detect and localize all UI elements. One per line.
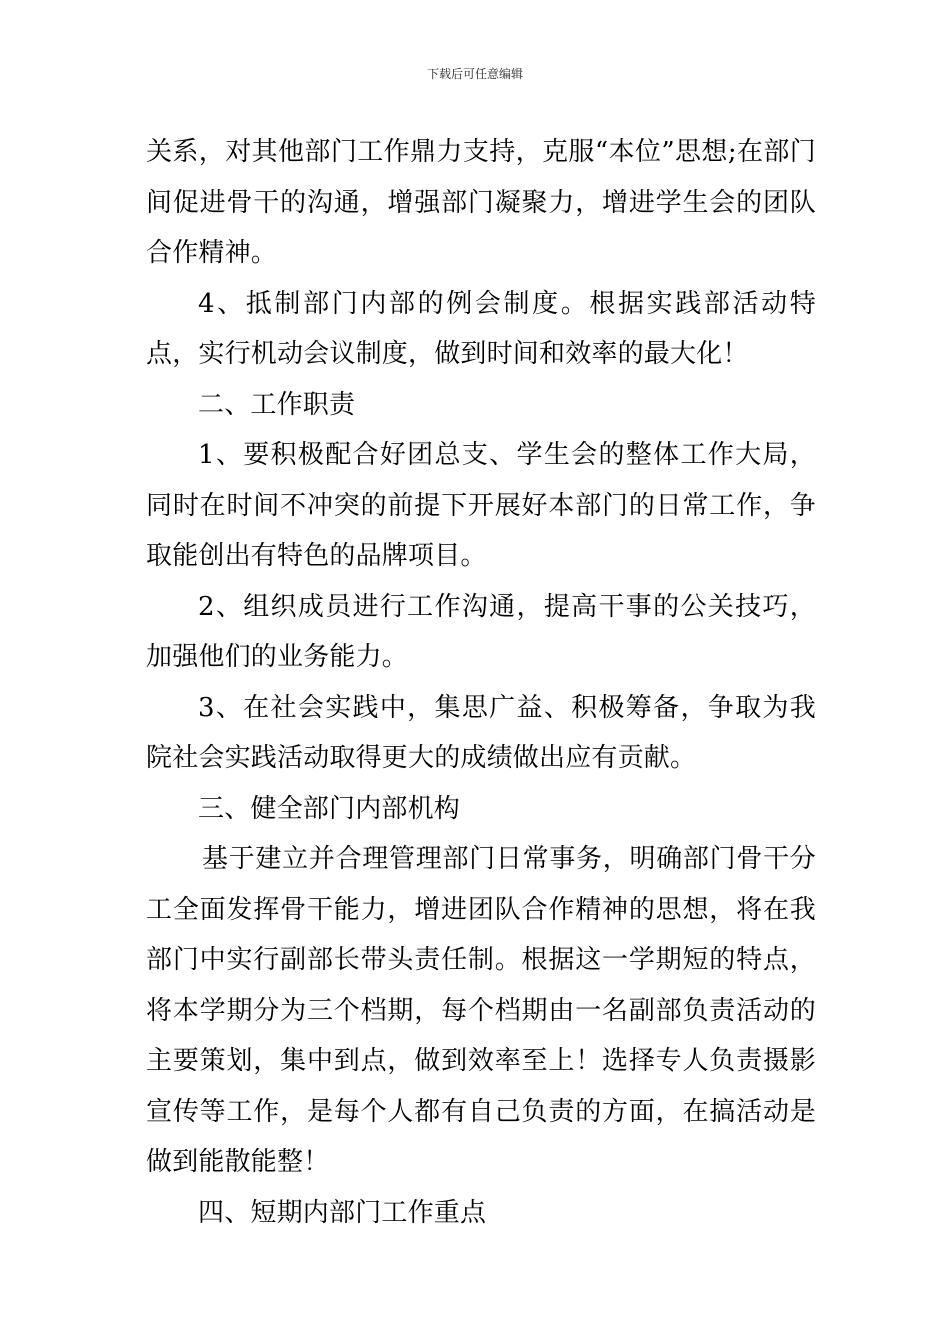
paragraph-duty-3: 3、在社会实践中，集思广益、积极筹备，争取为我院社会实践活动取得更大的成绩做出应有贡献。 <box>146 692 816 773</box>
paragraph-duty-1: 1、要积极配合好团总支、学生会的整体工作大局，同时在时间不冲突的前提下开展好本部门的日常工作，争取能创出有特色的品牌项目。 <box>146 440 816 571</box>
page-header: 下载后可任意编辑 <box>426 67 523 81</box>
document-body <box>146 127 816 1238</box>
paragraph-duty-2: 2、组织成员进行工作沟通，提高干事的公关技巧，加强他们的业务能力。 <box>146 591 816 672</box>
section-heading-internal-structure: 三、健全部门内部机构 <box>198 793 461 824</box>
section-heading-short-term-focus: 四、短期内部门工作重点 <box>198 1197 487 1228</box>
paragraph-item-4: 4、抵制部门内部的例会制度。根据实践部活动特点，实行机动会议制度，做到时间和效率的最大化！ <box>146 288 816 369</box>
section-heading-work-duties: 二、工作职责 <box>198 389 356 420</box>
paragraph-internal-structure: 基于建立并合理管理部门日常事务，明确部门骨干分工全面发挥骨干能力，增进团队合作精神的思想，将在我部门中实行副部长带头责任制。根据这一学期短的特点，将本学期分为三个档期，每个档期由一名副部负责活动的主要策划，集中到点，做到效率至上！选择专人负责摄影宣传等工作，是每个人都有自己负责的方面，在搞活动是做到能散能整！ <box>146 844 816 1177</box>
paragraph-continuation: 关系，对其他部门工作鼎力支持，克服“本位”思想;在部门间促进骨干的沟通，增强部门凝聚力，增进学生会的团队合作精神。 <box>146 137 816 268</box>
